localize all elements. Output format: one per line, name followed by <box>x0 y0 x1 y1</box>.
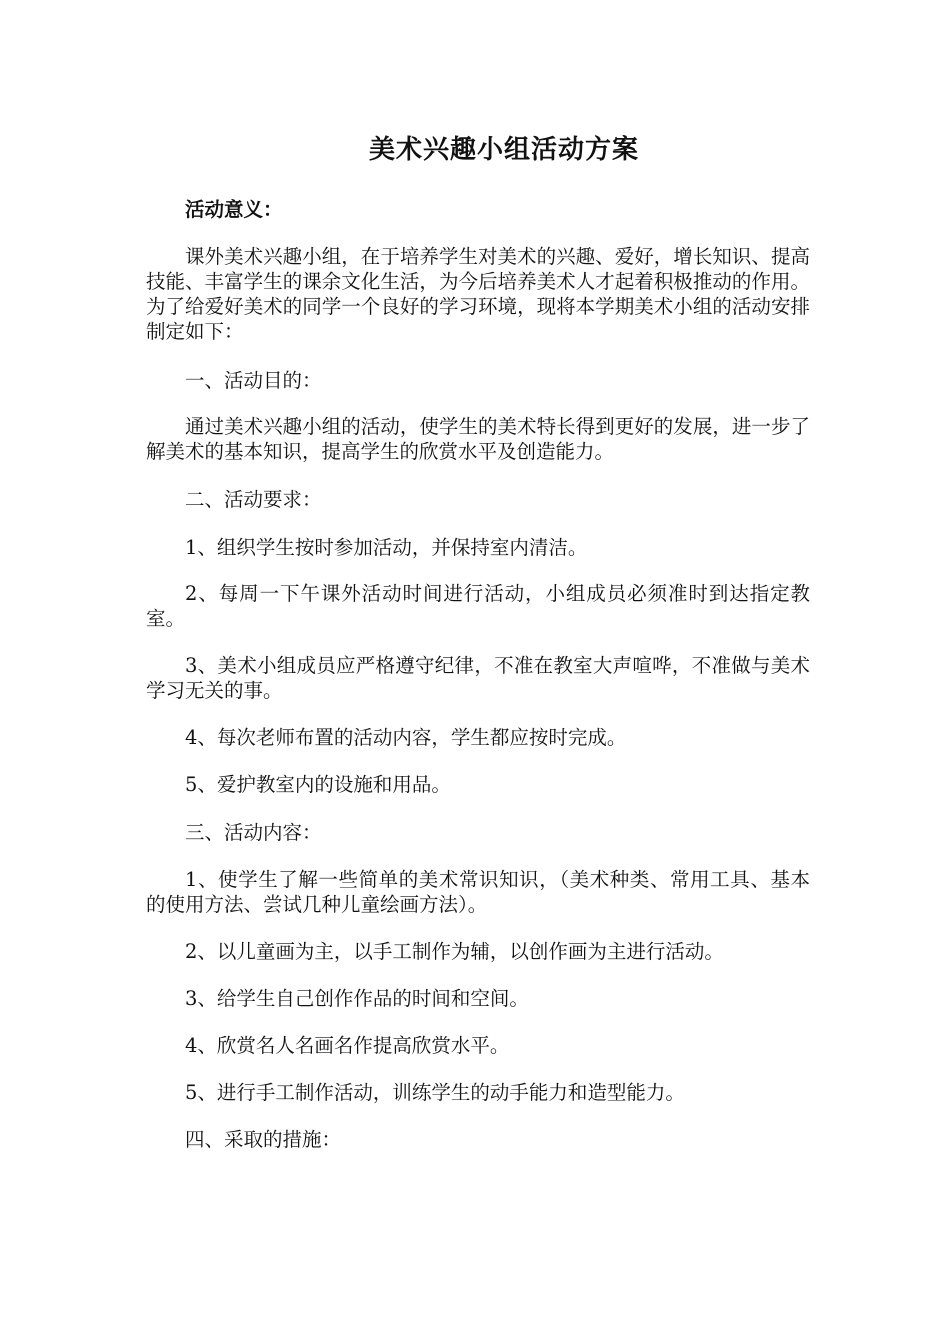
content-item-5: 5、进行手工制作活动，训练学生的动手能力和造型能力。 <box>185 1081 685 1104</box>
section-heading-measures: 四、采取的措施： <box>185 1128 342 1151</box>
section-heading-content: 三、活动内容： <box>185 821 322 844</box>
requirement-item-5: 5、爱护教室内的设施和用品。 <box>185 773 451 796</box>
content-item-4: 4、欣赏名人名画名作提高欣赏水平。 <box>185 1034 510 1057</box>
paragraph-introduction: 课外美术兴趣小组，在于培养学生对美术的兴趣、爱好，增长知识、提高技能、丰富学生的课余文化生活，为今后培养美术人才起着积极推动的作用。为了给爱好美术的同学一个良好的学习环境，现将本学期美术小组的活动安排制定如下： <box>146 245 810 343</box>
requirement-item-3: 3、美术小组成员应严格遵守纪律，不准在教室大声喧哗，不准做与美术学习无关的事。 <box>146 654 810 702</box>
section-heading-requirements: 二、活动要求： <box>185 488 322 511</box>
content-item-1: 1、使学生了解一些简单的美术常识知识，（美术种类、常用工具、基本的使用方法、尝试几种儿童绘画方法）。 <box>146 868 810 916</box>
requirement-item-2: 2、每周一下午课外活动时间进行活动，小组成员必须准时到达指定教室。 <box>146 582 810 630</box>
requirement-item-4: 4、每次老师布置的活动内容，学生都应按时完成。 <box>185 726 627 749</box>
section-heading-significance: 活动意义： <box>185 198 283 221</box>
section-heading-purpose: 一、活动目的： <box>185 369 322 392</box>
content-item-2: 2、以儿童画为主，以手工制作为辅，以创作画为主进行活动。 <box>185 940 724 963</box>
paragraph-purpose: 通过美术兴趣小组的活动，使学生的美术特长得到更好的发展，进一步了解美术的基本知识，提高学生的欣赏水平及创造能力。 <box>146 415 810 463</box>
content-item-3: 3、给学生自己创作作品的时间和空间。 <box>185 987 529 1010</box>
requirement-item-1: 1、组织学生按时参加活动，并保持室内清洁。 <box>185 536 588 559</box>
document-title: 美术兴趣小组活动方案 <box>368 135 639 165</box>
